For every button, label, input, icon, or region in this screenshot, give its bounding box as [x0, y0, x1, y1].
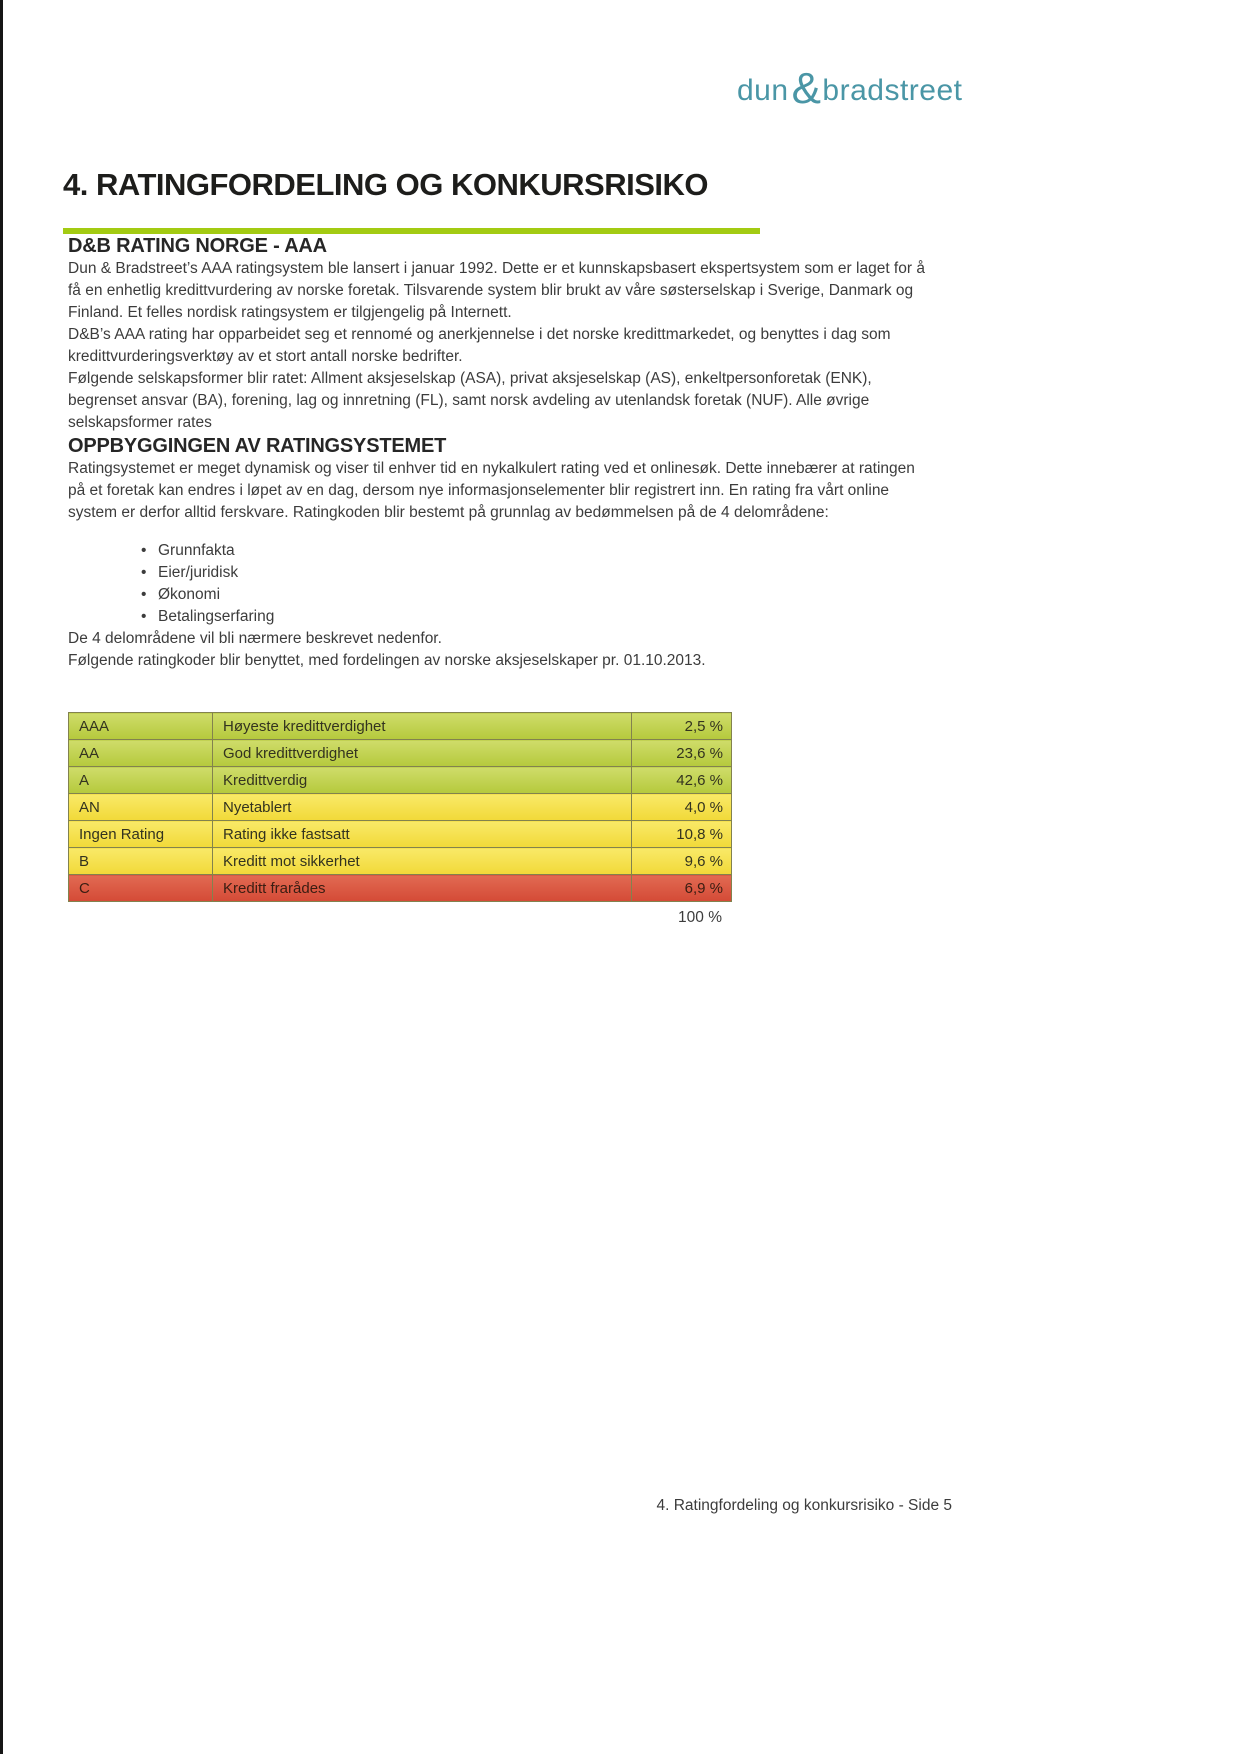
cell-description: Nyetablert — [213, 794, 632, 821]
page-footer: 4. Ratingfordeling og konkursrisiko - Side 5 — [656, 1497, 952, 1514]
bullet-list — [68, 540, 933, 628]
paragraph: Følgende selskapsformer blir ratet: Allment aksjeselskap (ASA), privat aksjeselskap (AS), enkeltpersonforetak (ENK), begrenset ansvar (BA), forening, lag og innretning (FL), samt norsk avdeling av utenlandsk foretak (NUF). Alle øvrige selskapsformer rates — [68, 370, 872, 431]
rating-distribution-table — [68, 712, 732, 902]
list-item: • Betalingserfaring — [158, 606, 933, 628]
cell-description: God kredittverdighet — [213, 740, 632, 767]
cell-description: Kredittverdig — [213, 767, 632, 794]
cell-percentage: 42,6 % — [632, 767, 732, 794]
page-left-edge — [0, 0, 3, 1754]
cell-rating-code: C — [69, 875, 213, 902]
cell-rating-code: AAA — [69, 713, 213, 740]
cell-percentage: 10,8 % — [632, 821, 732, 848]
table-row — [69, 767, 732, 794]
cell-percentage: 2,5 % — [632, 713, 732, 740]
paragraph: De 4 delområdene vil bli nærmere beskrevet nedenfor. — [68, 630, 442, 647]
paragraph: D&B’s AAA rating har opparbeidet seg et rennomé og anerkjennelse i det norske kredittmarkedet, og benyttes i dag som kredittvurderingsverktøy av et stort antall norske bedrifter. — [68, 326, 891, 365]
cell-percentage: 6,9 % — [632, 875, 732, 902]
section-heading-rating-norge: D&B RATING NORGE - AAA — [68, 235, 327, 257]
table-row — [69, 848, 732, 875]
page-title: 4. RATINGFORDELING OG KONKURSRISIKO — [63, 167, 709, 202]
logo-ampersand-icon: & — [791, 64, 822, 113]
logo-word-dun: dun — [737, 74, 789, 107]
paragraph: Følgende ratingkoder blir benyttet, med fordelingen av norske aksjeselskaper pr. 01.10.2013. — [68, 652, 706, 669]
logo-word-bradstreet: bradstreet — [822, 74, 963, 107]
paragraph: Dun & Bradstreet’s AAA ratingsystem ble lansert i januar 1992. Dette er et kunnskapsbasert ekspertsystem som er laget for å få en enhetlig kredittvurdering av norske foretak. Tilsvarende system blir brukt av våre søsterselskap i Sverige, Danmark og Finland. Et felles nordisk ratingsystem er tilgjengelig på Internett. — [68, 260, 925, 321]
table-row — [69, 740, 732, 767]
cell-rating-code: A — [69, 767, 213, 794]
table-row — [69, 821, 732, 848]
table-row — [69, 875, 732, 902]
table-row — [69, 713, 732, 740]
cell-description: Høyeste kredittverdighet — [213, 713, 632, 740]
cell-description: Kreditt frarådes — [213, 875, 632, 902]
table-row — [69, 794, 732, 821]
list-item: • Økonomi — [158, 584, 933, 606]
cell-rating-code: AN — [69, 794, 213, 821]
cell-percentage: 4,0 % — [632, 794, 732, 821]
cell-description: Rating ikke fastsatt — [213, 821, 632, 848]
cell-rating-code: B — [69, 848, 213, 875]
cell-description: Kreditt mot sikkerhet — [213, 848, 632, 875]
cell-rating-code: Ingen Rating — [69, 821, 213, 848]
paragraph: Ratingsystemet er meget dynamisk og viser til enhver tid en nykalkulert rating ved et onlinesøk. Dette innebærer at ratingen på et foretak kan endres i løpet av en dag, dersom nye informasjonselementer blir registrert inn. En rating fra vårt online system er derfor alltid ferskvare. Ratingkoden blir bestemt på grunnlag av bedømmelsen på de 4 delområdene: — [68, 460, 915, 521]
list-item: • Grunnfakta — [158, 540, 933, 562]
dun-bradstreet-logo — [737, 64, 967, 113]
cell-percentage: 23,6 % — [632, 740, 732, 767]
cell-rating-code: AA — [69, 740, 213, 767]
list-item: • Eier/juridisk — [158, 562, 933, 584]
cell-percentage: 9,6 % — [632, 848, 732, 875]
section-heading-oppbyggingen: OPPBYGGINGEN AV RATINGSYSTEMET — [68, 435, 447, 457]
total-percentage: 100 % — [678, 909, 722, 926]
